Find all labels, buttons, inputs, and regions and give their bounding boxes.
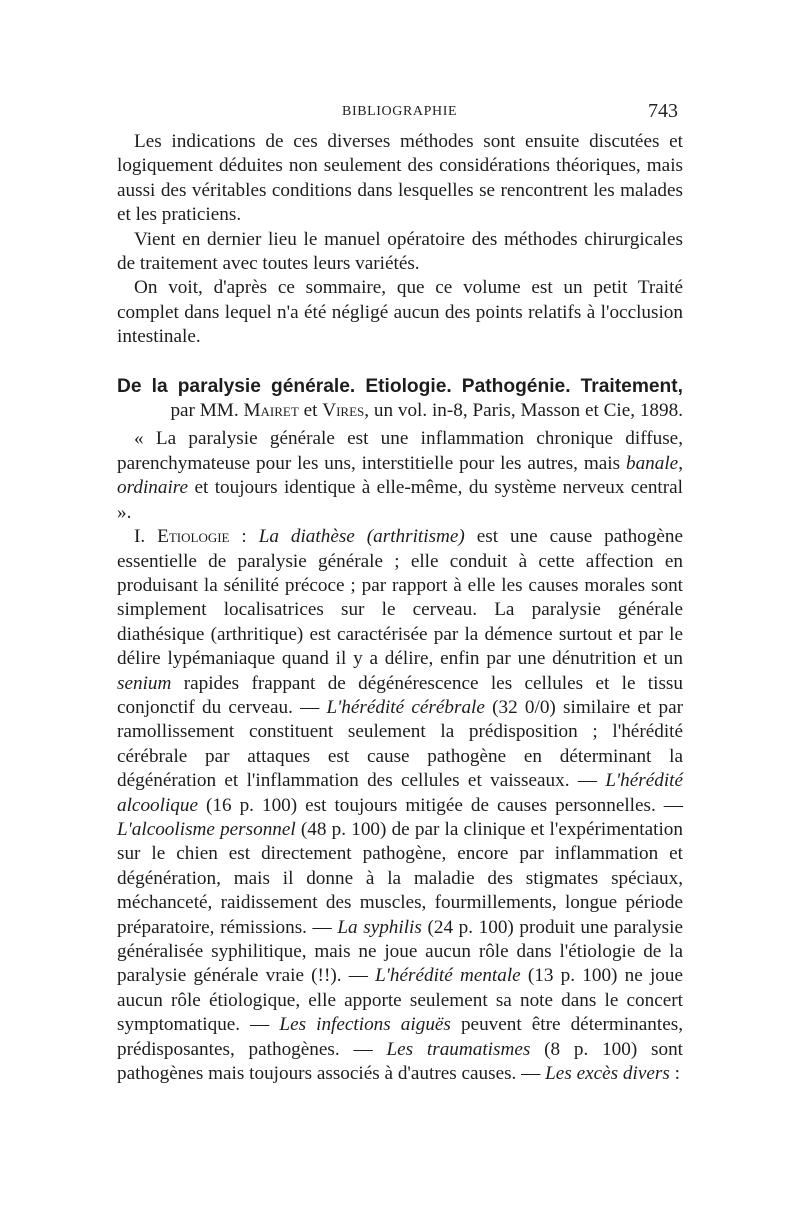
quote-paragraph [117,427,683,525]
section-label: Etiologie [157,526,230,548]
review-title: De la paralysie générale. Etiologie. Pathogénie. Traitement, [117,375,683,397]
section-colon: : [229,526,259,548]
quote-ordinaire: ordinaire [117,477,189,499]
etiologie-text-9: (8 p. 100) sont pathogènes mais toujours associés à d'autres causes. — [117,1038,684,1085]
quote-banale: banale [625,452,679,474]
term-syphilis: La syphilis [337,916,422,938]
term-heredite-cerebrale: L'hérédité cérébrale [326,696,485,718]
term-diathese: La diathèse (arthritisme) [258,526,465,548]
quote-text-2: et toujours identique à elle-même, du système nerveux central ». [117,477,683,523]
running-head [0,96,800,124]
review-heading [117,375,683,424]
term-infections: Les infections aiguës [279,1014,451,1036]
term-heredite-mentale: L'hérédité mentale [375,965,521,987]
section-number: I. [134,526,146,548]
etiologie-paragraph [117,525,683,1086]
etiologie-text-10: : [669,1063,680,1085]
author-mairet: Mairet [243,400,299,422]
body-text [117,130,683,1086]
etiologie-text-4: (16 p. 100) est toujours mitigée de causes personnelles. — [198,794,683,816]
term-exces-divers: Les excès divers [545,1063,670,1085]
term-alcoolisme-personnel: L'alcoolisme personnel [117,818,296,840]
ref-et: et [303,400,318,422]
term-traumatismes: Les traumatismes [386,1038,531,1060]
etiologie-text-7: (13 p. 100) ne joue aucun rôle étiologique, elle apporte seulement sa note dans le concert symptomatique. — [117,965,683,1036]
ref-par: par MM. [170,400,239,422]
term-senium: senium [117,672,172,694]
etiologie-text-1: est une cause pathogène essentielle de paralysie générale ; elle conduit à cette affection en produisant la sénilité précoce ; par rapport à elle les causes morales sont simplement localisatrices sur le cerveau. La paralysie générale diathésique (arthritique) est caractérisée par la démence surtout et par le délire lypémaniaque quand il y a délire, enfin par une dénutrition et un [117,526,683,670]
intro-paragraph-3: On voit, d'après ce sommaire, que ce volume est un petit Traité complet dans lequel n'a été négligé aucun des points relatifs à l'occlusion intestinale. [117,277,683,348]
review-reference [117,399,683,423]
intro-paragraph-1: Les indications de ces diverses méthodes sont ensuite discutées et logiquement déduites non seulement des considérations théoriques, mais aussi des véritables conditions dans lesquelles se rencontrent les malades et les praticiens. [117,131,683,226]
etiologie-text-5: (48 p. 100) de par la clinique et l'expérimentation sur le chien est directement pathogène, encore par inflammation et dégénération, mais il donne à la maladie des stigmates spéciaux, méchanceté, raidissement des muscles, fourmillements, longue période préparatoire, rémissions. — [117,818,683,938]
author-vires: Vires [322,400,365,422]
quote-sep: , [678,452,683,474]
ref-rest: , un vol. in-8, Paris, Masson et Cie, 1898. [364,400,683,422]
etiologie-text-8: peuvent être déterminantes, prédisposantes, pathogènes. — [117,1014,683,1060]
page-number: 743 [648,100,678,122]
etiologie-text-2: rapides frappant de dégénérescence les cellules et le tissu conjonctif du cerveau. — [117,672,683,718]
term-heredite-alcoolique: L'hérédité alcoolique [117,770,683,816]
intro-paragraph-2: Vient en dernier lieu le manuel opératoire des méthodes chirurgicales de traitement avec toutes leurs variétés. [117,228,683,275]
running-head-title: BIBLIOGRAPHIE [342,104,458,119]
etiologie-text-3: (32 0/0) similaire et par ramollissement constituent seulement la prédisposition ; l'hérédité cérébrale par attaques est cause pathogène en déterminant la dégénération et l'inflammation des cellules et vaisseaux. — [117,696,683,792]
quote-text-1: « La paralysie générale est une inflammation chronique diffuse, parenchymateuse pour les uns, interstitielle pour les autres, mais [117,428,683,474]
etiologie-text-6: (24 p. 100) produit une paralysie généralisée syphilitique, mais ne joue aucun rôle dans l'étiologie de la paralysie générale vraie (!!). — [117,916,683,987]
